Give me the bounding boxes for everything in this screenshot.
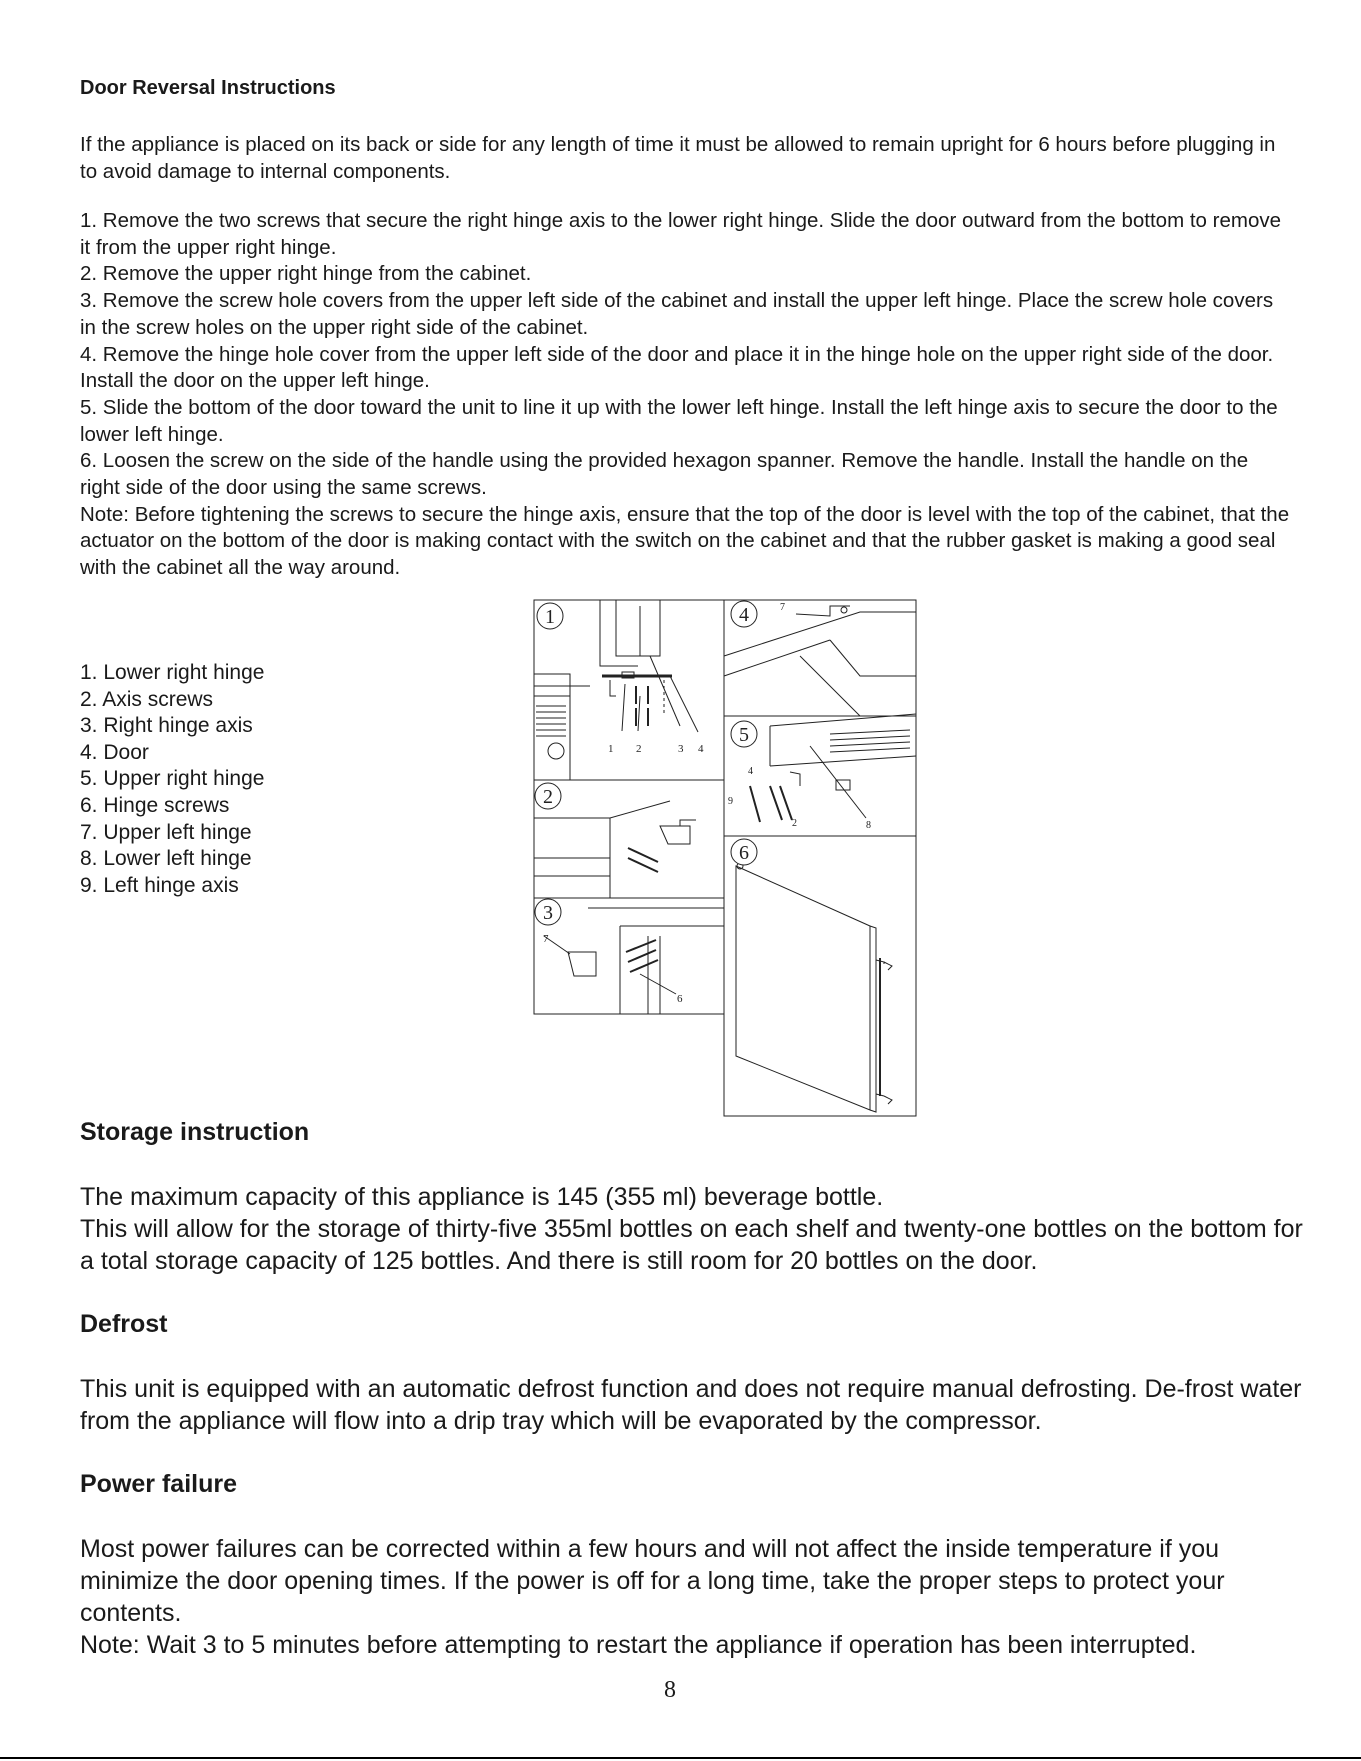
power-failure-text	[80, 1533, 1310, 1661]
legend-item: 3. Right hinge axis	[80, 714, 253, 738]
panel-label: 6	[739, 842, 749, 864]
door-reversal-diagram	[530, 596, 920, 1120]
panel-label: 5	[739, 724, 749, 746]
panel-label: 2	[543, 786, 553, 808]
callout-label: 7	[543, 933, 549, 945]
door-reversal-intro: If the appliance is placed on its back or side for any length of time it must be allowed to remain upright for 6 hours before plugging in to avoid damage to internal components.	[80, 133, 1276, 183]
legend-item: 1. Lower right hinge	[80, 661, 265, 684]
callout-label: 7	[780, 602, 785, 613]
storage-heading: Storage instruction	[80, 1118, 310, 1146]
diagram-panel-6	[724, 836, 916, 1116]
diagram-panel-4	[724, 600, 916, 716]
callout-label: 2	[636, 743, 642, 755]
power-failure-line: Most power failures can be corrected within a few hours and will not affect the inside temperature if you minimize the door opening times. If the power is off for a long time, take the proper steps to protect your contents.	[80, 1535, 1225, 1627]
callout-label: 4	[748, 766, 753, 777]
defrost-heading: Defrost	[80, 1310, 168, 1338]
panel-label: 3	[543, 902, 553, 924]
door-reversal-heading: Door Reversal Instructions	[80, 77, 336, 99]
callout-label: 4	[698, 743, 704, 755]
legend-item: 7. Upper left hinge	[80, 820, 252, 844]
storage-text	[80, 1181, 1310, 1277]
page-number: 8	[664, 1677, 676, 1703]
storage-line: This will allow for the storage of thirty-five 355ml bottles on each shelf and twenty-one bottles on the bottom for a total storage capacity of 125 bottles. And there is still room for 20 bottles on the door.	[80, 1215, 1303, 1275]
legend-item: 9. Left hinge axis	[80, 873, 239, 897]
callout-label: 8	[866, 820, 871, 831]
step-note: Note: Before tightening the screws to secure the hinge axis, ensure that the top of the door is level with the top of the cabinet, that the actuator on the bottom of the door is making contact with the switch on the cabinet and that the rubber gasket is making a good seal with the cabinet all the way around.	[80, 502, 1290, 580]
step-item: 3. Remove the screw hole covers from the upper left side of the cabinet and install the upper left hinge. Place the screw hole covers in the screw holes on the upper right side of the cabinet.	[80, 289, 1274, 339]
legend-item: 6. Hinge screws	[80, 793, 230, 817]
storage-line: The maximum capacity of this appliance is 145 (355 ml) beverage bottle.	[80, 1183, 884, 1211]
step-item: 5. Slide the bottom of the door toward the unit to line it up with the lower left hinge. Install the left hinge axis to secure the door to the lower left hinge.	[80, 395, 1278, 446]
power-failure-heading: Power failure	[80, 1470, 237, 1498]
diagram-panel-3	[534, 898, 724, 1014]
callout-label: 3	[678, 743, 684, 755]
parts-legend	[80, 660, 264, 899]
step-item: 6. Loosen the screw on the side of the handle using the provided hexagon spanner. Remove the handle. Install the handle on the right side of the door using the same screws.	[80, 449, 1249, 500]
callout-label: 9	[728, 796, 733, 807]
panel-label: 1	[545, 606, 555, 628]
legend-item: 4. Door	[80, 740, 149, 764]
panel-label: 4	[739, 604, 749, 626]
callout-label: 2	[792, 818, 797, 829]
power-failure-line: Note: Wait 3 to 5 minutes before attempting to restart the appliance if operation has been interrupted.	[80, 1631, 1197, 1659]
step-item: 4. Remove the hinge hole cover from the upper left side of the door and place it in the hinge hole on the upper right side of the door. Install the door on the upper left hinge.	[80, 342, 1274, 393]
legend-item: 5. Upper right hinge	[80, 767, 265, 791]
callout-label: 6	[677, 993, 683, 1005]
bottom-divider	[0, 1757, 1361, 1759]
callout-label: 1	[608, 743, 614, 755]
legend-item: 8. Lower left hinge	[80, 847, 252, 871]
diagram-panel-5	[724, 714, 916, 836]
door-reversal-steps	[80, 208, 1290, 582]
diagram-panel-1	[534, 600, 724, 780]
diagram-panel-2	[534, 780, 724, 898]
step-item: 1. Remove the two screws that secure the right hinge axis to the lower right hinge. Slide the door outward from the bottom to remove it from the upper right hinge.	[80, 209, 1282, 259]
defrost-text: This unit is equipped with an automatic defrost function and does not require manual defrosting. De-frost water from the appliance will flow into a drip tray which will be evaporated by the compressor.	[80, 1375, 1302, 1435]
legend-item: 2. Axis screws	[80, 687, 214, 711]
step-item: 2. Remove the upper right hinge from the cabinet.	[80, 262, 532, 286]
